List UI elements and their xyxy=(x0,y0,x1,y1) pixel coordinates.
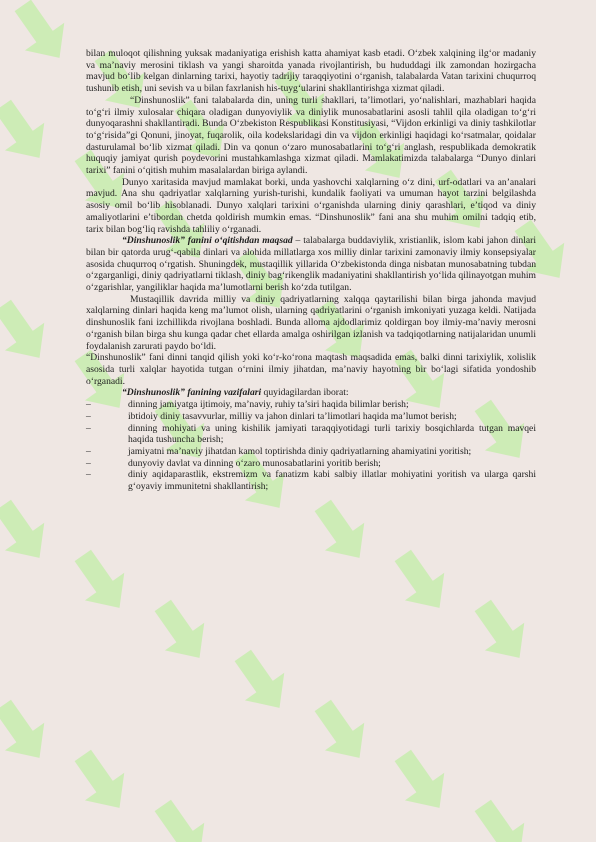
list-dash: – xyxy=(86,445,91,457)
watermark-arrow-icon xyxy=(0,692,59,772)
watermark-arrow-icon xyxy=(143,592,219,672)
watermark-arrow-icon xyxy=(0,292,59,372)
paragraph-dinshunoslik-worldview: “Dinshunoslik” fani talabalarda din, uning turli shakllari, ta’limotlari, yo‘nalishlari, mazhablari haqida to‘g‘ri ilmiy xulosalar chiqara oladigan dunyoviylik va diniylik munosabatlarini asosli tahlil qila oladigan to‘g‘ri dunyoqarashni shakllantiradi. Bunda O‘zbekiston Respublikasi Konstitusiyasi, “Vijdon erkinligi va diniy tashkilotlar to‘g‘risida”gi Qonuni, jinoyat, fuqarolik, oila kodekslaridagi din va vijdon erkinligi haqidagi ko‘rsatmalar, qoidalar dasturulamal bo‘lib xizmat qiladi. Din va qonun o‘zaro munosabatlarini to‘g‘ri anglash, respublikada demokratik huquqiy jamiyat qurish poydevorini mustahkamlashga xizmat qiladi. Mamlakatimizda talabalarga “Dunyo dinlari tarixi” fanini o‘qitish muhim masalalardan biriga aylandi. xyxy=(86,94,536,177)
watermark-arrow-icon xyxy=(303,492,379,572)
goal-heading: “Dinshunoslik” fanini o‘qitishdan maqsad xyxy=(122,235,293,247)
tasks-heading: “Dinshunoslik” fanining vazifalari xyxy=(122,387,262,399)
list-item-text: ibtidoiy diniy tasavvurlar, milliy va jahon dinlari ta’limotlari haqida ma’lumot berish; xyxy=(128,410,457,422)
list-dash: – xyxy=(86,422,91,434)
paragraph-tasks xyxy=(86,387,536,399)
list-item xyxy=(86,423,536,446)
tasks-list xyxy=(86,399,536,493)
list-item xyxy=(86,399,536,411)
watermark-arrow-icon xyxy=(383,742,459,822)
list-item-text: dinning jamiyatga ijtimoiy, ma’naviy, ruhiy ta’siri haqida bilimlar berish; xyxy=(128,399,409,411)
list-item xyxy=(86,469,536,492)
goal-text: – talabalarga buddaviylik, xristianlik, islom kabi jahon dinlari bilan bir qatorda urug‘-qabila dinlari va alohida millatlarga xos milliy dinlar tarixini zamonaviy ilmiy konsepsiyalar asosida chuqurroq o‘rgatish. Shuningdek, mustaqillik yillarida O‘zbekistonda dinga nisbatan munosabatning tubdan o‘zgarganligi, diniy qadriyatlarni tiklash, diniy bag‘rikenglik madaniyatini shakllantirish yo‘lida qilinayotgan muhim o‘zgarishlar, yangiliklar haqida ma’lumotlarni berish ko‘zda tutilgan. xyxy=(86,235,536,294)
paragraph-goal xyxy=(86,235,536,294)
watermark-arrow-icon xyxy=(223,642,299,722)
watermark-arrow-icon xyxy=(0,492,59,572)
list-dash: – xyxy=(86,399,91,411)
list-item-text: dunyoviy davlat va dinning o‘zaro munosabatlarini yoritib berish; xyxy=(128,457,381,469)
watermark-arrow-icon xyxy=(0,92,59,172)
watermark-arrow-icon xyxy=(63,742,139,822)
paragraph-independence: Mustaqillik davrida milliy va diniy qadriyatlarning xalqqa qaytarilishi bilan birga jahonda mavjud xalqlarning dinlari haqida keng ma’lumot olish, ularning qadriyatlarini o‘rganish imkoniyati yuzaga keldi. Natijada dinshunoslik fani izchillikda rivojlana boshladi. Bunda alloma ajdodlarimiz qoldirgan boy ilmiy-ma’naviy merosni o‘rganish bilan birga shu kunga qadar chet ellarda amalga oshirilgan izlanish va tadqiqotlarning natijalaridan unumli foydalanish zarurati paydo bo‘ldi. xyxy=(86,293,536,352)
paragraph-approach: “Dinshunoslik” fani dinni tanqid qilish yoki ko‘r-ko‘rona maqtash maqsadida emas, balki dinni tarixiylik, xolislik asosida turli xalqlar hayotida tutgan o‘rnini ilmiy jihatdan, ma’naviy hayotning bir bo‘lagi sifatida yondoshib o‘rganadi. xyxy=(86,352,536,387)
list-item-text: dinning mohiyati va uning kishilik jamiyati taraqqiyotidagi turli tarixiy bosqichlarda tutgan mavqei haqida tushuncha berish; xyxy=(128,422,536,446)
watermark-arrow-icon xyxy=(3,0,79,72)
paragraph-world-map: Dunyo xaritasida mavjud mamlakat borki, unda yashovchi xalqlarning o‘z dini, urf-odatlari va an’analari mavjud. Ana shu qadriyatlar xalqlarning yurish-turishi, kundalik faoliyati va umuman hayot tarzini belgilashda asosiy omil bo‘lib hisoblanadi. Dunyo xalqlari tarixini o‘rganishda ularning diniy qarashlari, e’tiqod va diniy amaliyotlarini e’tibordan chetda qoldirish mumkin emas. “Dinshunoslik” fani ana shu muhim omilni tadqiq etib, tarix bilan bog‘liq ravishda tahliliy o‘rganadi. xyxy=(86,176,536,235)
tasks-intro: quyidagilardan iborat: xyxy=(261,387,349,399)
list-item xyxy=(86,446,536,458)
list-item-text: jamiyatni ma’naviy jihatdan kamol toptirishda diniy qadriyatlarning ahamiyatini yoritish; xyxy=(128,445,472,457)
watermark-arrow-icon xyxy=(143,792,219,842)
list-dash: – xyxy=(86,469,91,481)
document-body xyxy=(86,48,536,493)
list-item-text: diniy aqidaparastlik, ekstremizm va fanatizm kabi salbiy illatlar mohiyatini yoritish va ularga qarshi g‘oyaviy immunitetni shakllantirish; xyxy=(128,469,536,493)
watermark-arrow-icon xyxy=(63,542,139,622)
watermark-arrow-icon xyxy=(463,592,539,672)
list-dash: – xyxy=(86,457,91,469)
watermark-arrow-icon xyxy=(463,792,539,842)
list-item xyxy=(86,458,536,470)
watermark-arrow-icon xyxy=(303,692,379,772)
watermark-arrow-icon xyxy=(383,542,459,622)
list-item xyxy=(86,411,536,423)
paragraph-intro: bilan muloqot qilishning yuksak madaniyatiga erishish katta ahamiyat kasb etadi. O‘zbek xalqining ilg‘or madaniy va ma’naviy merosini tiklash va yangi sharoitda yanada rivojlantirish, bu hududdagi ilk zamondan hozirgacha mavjud bo‘lib kelgan dinlarning tarixi, hayotiy tadrijiy taraqqiyotini o‘rganish, talabalarda Vatan tarixini chuqurroq tushunib etish, uni sevish va u bilan faxrlanish his-tuyg‘ularini shakllantirishga xizmat qiladi. xyxy=(86,48,536,95)
list-dash: – xyxy=(86,410,91,422)
